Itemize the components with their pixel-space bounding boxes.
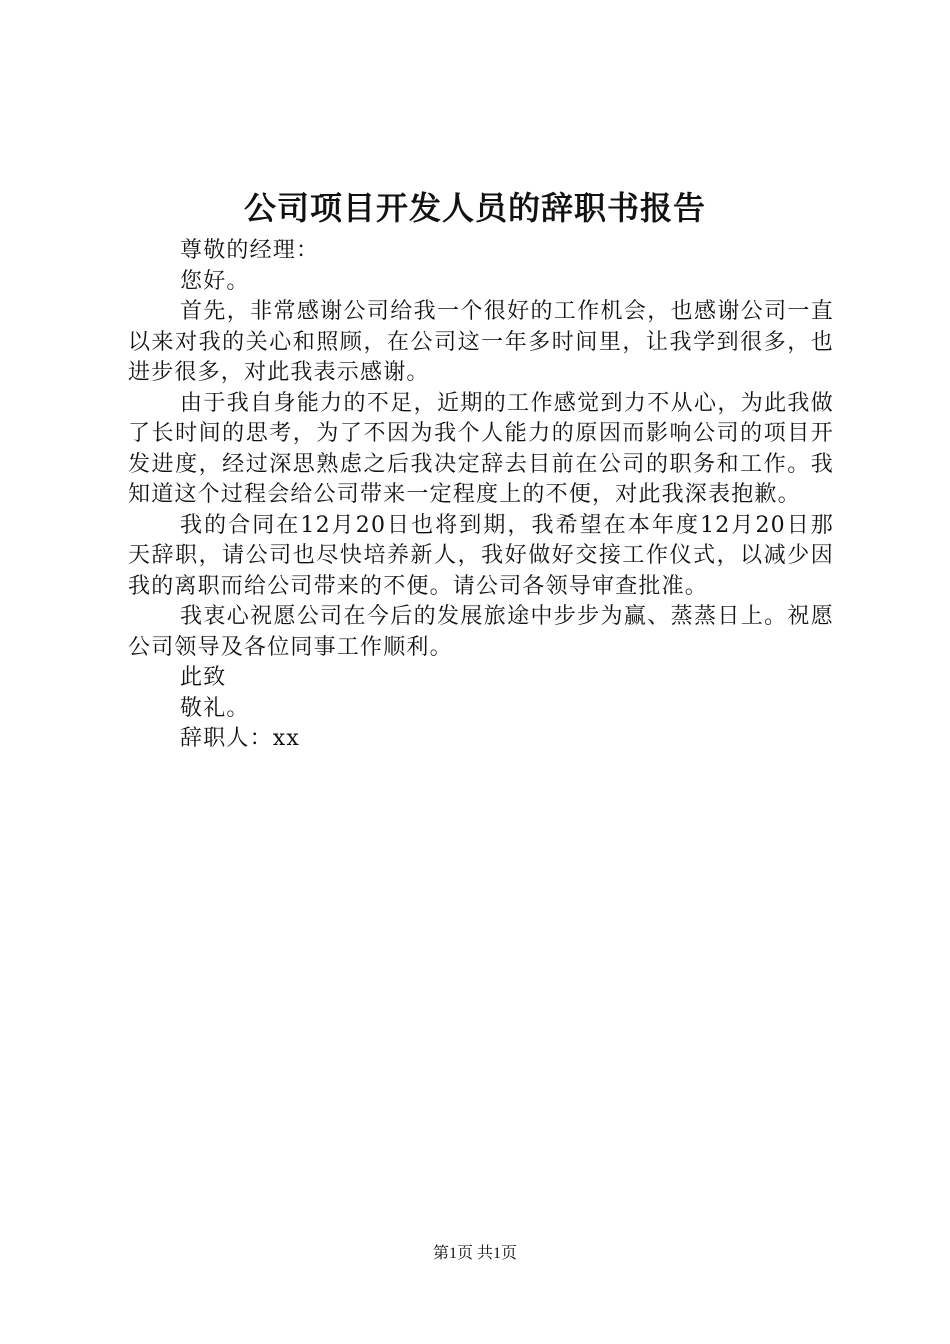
salutation: 尊敬的经理： <box>180 238 320 263</box>
greeting: 您好。 <box>180 268 250 294</box>
paragraph-wishes: 我衷心祝愿公司在今后的发展旅途中步步为赢、蒸蒸日上。祝愿公司领导及各位同事工作顺利。 <box>128 604 834 660</box>
paragraph-contract: 我的合同在12月20日也将到期，我希望在本年度12月20日那天辞职，请公司也尽快培养新人，我好做好交接工作仪式，以减少因我的离职而给公司带来的不便。请公司各领导审查批准。 <box>128 512 834 599</box>
closing-line-1: 此致 <box>180 665 227 690</box>
paragraph-thanks: 首先，非常感谢公司给我一个很好的工作机会，也感谢公司一直以来对我的关心和照顾，在公司这一年多时间里，让我学到很多，也进步很多，对此我表示感谢。 <box>128 299 834 385</box>
page-footer: 第1页 共1页 <box>432 1245 517 1262</box>
signature: 辞职人：xx <box>180 726 301 751</box>
closing-line-2: 敬礼。 <box>180 695 250 721</box>
document-title: 公司项目开发人员的辞职书报告 <box>243 189 706 227</box>
document-body <box>128 236 834 755</box>
paragraph-reason: 由于我自身能力的不足，近期的工作感觉到力不从心，为此我做了长时间的思考，为了不因为我个人能力的原因而影响公司的项目开发进度，经过深思熟虑之后我决定辞去目前在公司的职务和工作。我知道这个过程会给公司带来一定程度上的不便，对此我深表抱歉。 <box>128 390 834 507</box>
